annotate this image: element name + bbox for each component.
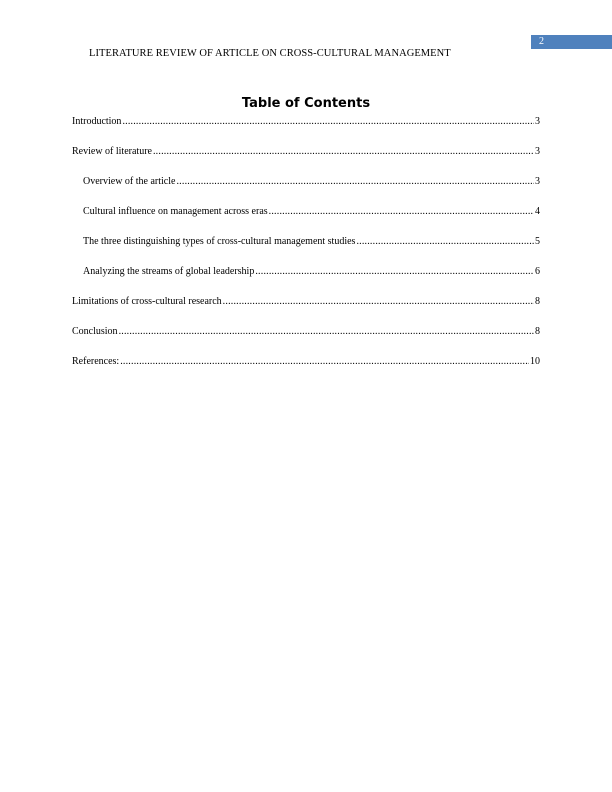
toc-dot-leader (176, 176, 534, 188)
toc-dot-leader (269, 206, 534, 218)
toc-entry-page: 10 (530, 356, 540, 367)
toc-dot-leader (120, 356, 529, 368)
toc-entry-cultural-influence[interactable] (72, 206, 540, 236)
toc-entry-introduction[interactable] (72, 116, 540, 146)
toc-entry-conclusion[interactable] (72, 326, 540, 356)
toc-entry-label: References: (72, 356, 120, 367)
page-number-badge (531, 35, 612, 49)
toc-entry-label: Analyzing the streams of global leadership (83, 266, 255, 277)
toc-entry-page: 4 (535, 206, 540, 217)
toc-entry-page: 3 (535, 146, 540, 157)
toc-entry-page: 8 (535, 326, 540, 337)
toc-dot-leader (356, 236, 534, 248)
toc-entry-page: 8 (535, 296, 540, 307)
toc-entry-review-of-literature[interactable] (72, 146, 540, 176)
toc-entry-page: 3 (535, 116, 540, 127)
toc-entry-overview-of-the-article[interactable] (72, 176, 540, 206)
toc-entry-label: Introduction (72, 116, 122, 127)
toc-entry-page: 3 (535, 176, 540, 187)
toc-dot-leader (119, 326, 534, 338)
toc-entry-label: Review of literature (72, 146, 152, 157)
toc-entry-label: The three distinguishing types of cross-cultural management studies (83, 236, 356, 247)
toc-entry-label: Limitations of cross-cultural research (72, 296, 222, 307)
toc-dot-leader (122, 116, 534, 128)
toc-entry-references[interactable] (72, 356, 540, 386)
table-of-contents (72, 116, 540, 386)
toc-title: Table of Contents (241, 96, 371, 111)
toc-entry-label: Cultural influence on management across eras (83, 206, 268, 217)
running-header: LITERATURE REVIEW OF ARTICLE ON CROSS-CULTURAL MANAGEMENT (89, 48, 451, 59)
toc-entry-global-leadership[interactable] (72, 266, 540, 296)
toc-dot-leader (255, 266, 534, 278)
toc-entry-page: 5 (535, 236, 540, 247)
toc-entry-page: 6 (535, 266, 540, 277)
toc-entry-label: Conclusion (72, 326, 118, 337)
toc-entry-limitations[interactable] (72, 296, 540, 326)
page-number: 2 (539, 36, 544, 47)
toc-dot-leader (223, 296, 534, 308)
toc-dot-leader (153, 146, 534, 158)
toc-entry-three-types[interactable] (72, 236, 540, 266)
toc-entry-label: Overview of the article (83, 176, 176, 187)
